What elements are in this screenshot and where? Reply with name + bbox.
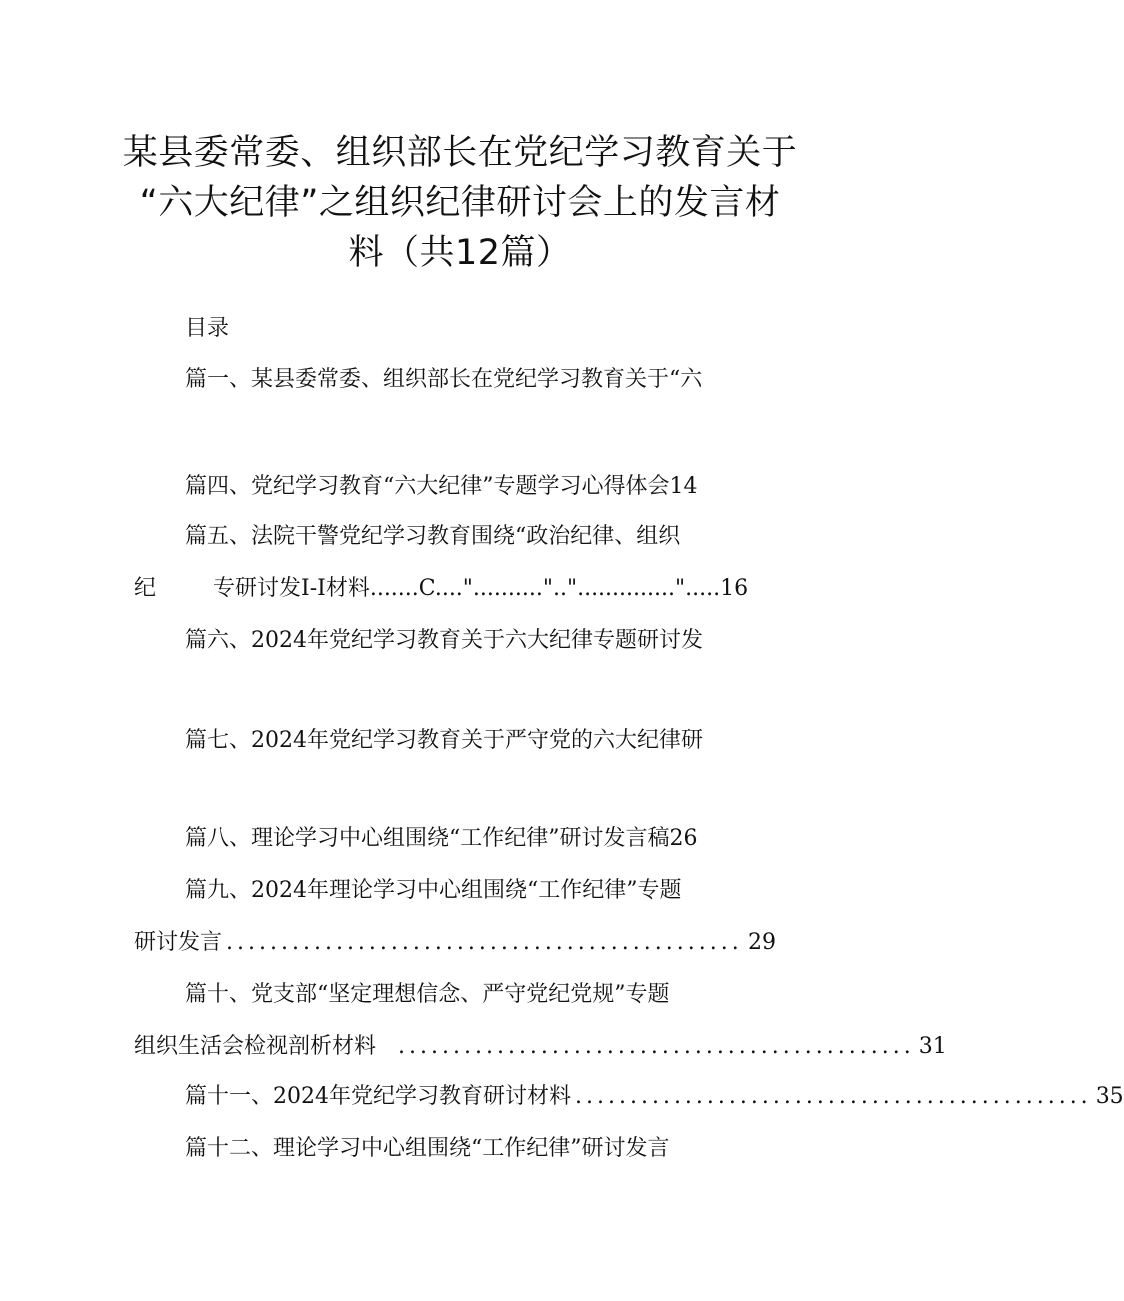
toc-entry-9-continued[interactable] — [134, 928, 776, 958]
toc-entry-7[interactable]: 篇七、2024年党纪学习教育关于严守党的六大纪律研 — [185, 728, 703, 753]
toc-entry-6[interactable]: 篇六、2024年党纪学习教育关于六大纪律专题研讨发 — [185, 628, 703, 653]
toc-entry-10[interactable]: 篇十、党支部“坚定理想信念、严守党纪党规”专题 — [185, 982, 670, 1007]
dot-leader: ............................................... — [575, 1084, 1092, 1109]
title-line-1: 某县委常委、组织部长在党纪学习教育关于 — [122, 133, 798, 173]
dot-leader: ............................................... — [398, 1034, 915, 1059]
toc-entry-5-left-fragment: 纪 — [134, 576, 157, 601]
dot-leader: ............................................... — [226, 930, 743, 955]
toc-entry-11-text: 篇十一、2024年党纪学习教育研讨材料 — [185, 1084, 571, 1109]
toc-heading: 目录 — [185, 316, 230, 341]
toc-entry-1[interactable]: 篇一、某县委常委、组织部长在党纪学习教育关于“六 — [185, 367, 703, 392]
title-line-2: “六大纪律”之组织纪律研讨会上的发言材 — [139, 183, 781, 223]
toc-entry-8[interactable]: 篇八、理论学习中心组围绕“工作纪律”研讨发言稿26 — [185, 826, 698, 851]
toc-entry-5-continued[interactable] — [134, 574, 748, 604]
toc-entry-11[interactable] — [185, 1082, 1124, 1112]
toc-entry-4[interactable]: 篇四、党纪学习教育“六大纪律”专题学习心得体会14 — [185, 474, 698, 499]
toc-entry-9[interactable]: 篇九、2024年理论学习中心组围绕“工作纪律”专题 — [185, 878, 682, 903]
title-line-3: 料（共12篇） — [348, 233, 572, 273]
toc-entry-5[interactable]: 篇五、法院干警党纪学习教育围绕“政治纪律、组织 — [185, 524, 681, 549]
page-number: 35 — [1095, 1084, 1124, 1109]
page-number: 31 — [918, 1034, 947, 1059]
toc-entry-10-text: 组织生活会检视剖析材料 — [134, 1034, 377, 1059]
toc-entry-5-right-fragment: 专研讨发I-I材料.......C...."..........".."..............".....16 — [213, 576, 749, 601]
toc-entry-12[interactable]: 篇十二、理论学习中心组围绕“工作纪律”研讨发言 — [185, 1136, 670, 1161]
page-number: 29 — [748, 930, 776, 955]
toc-entry-9-text: 研讨发言 — [134, 930, 223, 955]
toc-entry-10-continued[interactable] — [134, 1032, 947, 1062]
document-title — [120, 128, 800, 278]
